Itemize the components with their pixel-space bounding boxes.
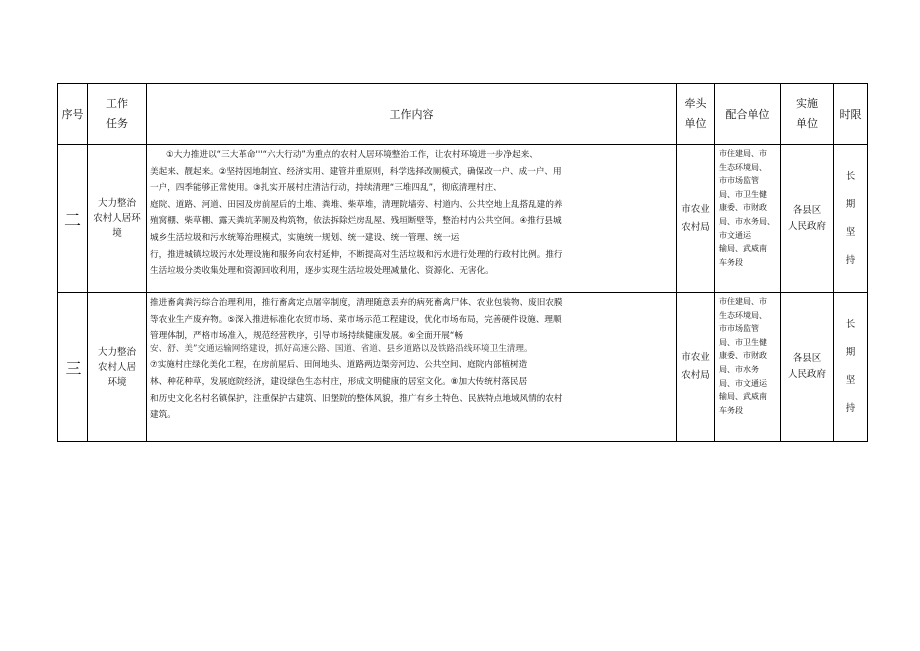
content-line: ①大力推进以“三大革命'''“六大行动”为重点的农村人居环境整治工作，让农村环境进一步净起来、 (166, 150, 538, 160)
coop-line: 康委、市财政 (719, 203, 767, 213)
row-coop-units (715, 293, 781, 442)
coop-line: 市住建局、市 (719, 149, 767, 158)
header-impl (781, 84, 834, 145)
content-line: 等农业生产废弃物。⑤深入推进标准化农贸市场、菜市场示范工程建设，优化市场布局，完善硬件设施、理顺 (150, 314, 562, 325)
coop-line: 市市场监管 (719, 176, 759, 186)
coop-line: 输局、武威南 (719, 244, 767, 254)
content-line: 一户，四季能够正常使用。③扎实开展村庄清洁行动，持续清理“三堆四乱”，彻底清理村庄、 (150, 183, 502, 194)
row-coop-units (715, 145, 781, 293)
lead-line: 农村局 (681, 221, 710, 233)
header-lead (677, 84, 715, 145)
row-seq: 三 (58, 293, 88, 442)
header-content: 工作内容 (147, 84, 677, 145)
header-task-line2: 任务 (106, 117, 128, 130)
header-coop: 配合单位 (715, 84, 781, 145)
row-task-line: 农村人居环 (93, 213, 141, 224)
coop-line: 生态环境局、 (719, 162, 767, 172)
coop-line: 市文通运 (719, 230, 751, 240)
content-line: ⑦实施村庄绿化美化工程，在房前屋后、田间地头、道路两边渠旁河边、公共空间、庭院内部植树造 (150, 360, 528, 371)
impl-line: 各县区 (792, 353, 822, 364)
header-lead-line2: 单位 (684, 117, 707, 130)
content-line: 殖窝棚、柴草棚、露天粪坑茅厕及构筑物，依法拆除烂房乱屋、残垣断壁等，整治村内公共空间。④推行县城 (150, 216, 562, 227)
impl-line: 各县区 (792, 204, 822, 216)
time-char: 期 (845, 198, 856, 210)
row-task (88, 293, 147, 442)
time-char: 坚 (845, 226, 856, 238)
content-line: 建筑。 (150, 410, 176, 421)
content-line: 行，推进城镇垃圾污水处理设施和服务向农村延伸，不断提高对生活垃圾和污水进行处理的行政村比例。推行 (150, 249, 563, 260)
header-impl-line2: 单位 (796, 117, 818, 130)
coop-line: 车务段 (719, 405, 743, 415)
coop-line: 市住建局、市 (719, 297, 767, 306)
row-lead-unit (677, 293, 715, 442)
time-char: 持 (845, 403, 856, 414)
time-char: 长 (845, 170, 856, 182)
header-task (88, 84, 147, 145)
content-line: 庭院、道路、河道、田园及房前屋后的土堆、粪堆、柴草堆，清理院墙旁、村道内、公共空地上乱搭乱建的养 (150, 199, 563, 210)
row-lead-unit (677, 145, 715, 293)
content-line: 生活垃圾分类收集处理和资源回收利用，逐步实现生活垃圾处理减量化、资源化、无害化。 (150, 266, 494, 277)
row-task-line: 境 (112, 228, 122, 239)
coop-line: 局、市水务局、 (719, 216, 775, 226)
content-line: 城乡生活垃圾和污水统筹治理模式，实施统一规划、统一建设、统一管理、统一运 (150, 232, 460, 243)
time-char: 长 (845, 319, 856, 330)
row-seq: 二 (58, 145, 88, 293)
lead-line: 市农业 (681, 203, 710, 215)
coop-line: 输局、武威南 (719, 392, 767, 402)
header-task-line1: 工作 (106, 97, 128, 110)
row-task-line: 农村人居 (97, 361, 136, 373)
coop-line: 局、市卫生健 (719, 337, 767, 347)
row-task (88, 145, 147, 293)
header-seq: 序号 (58, 84, 88, 145)
row-impl-unit (781, 293, 834, 442)
content-line: 美起来、靓起来。②坚持因地制宜、经济实用、建管并重原则，科学选择改厕模式，确保改一户、成一户、用 (150, 166, 562, 177)
content-line: 管理体制，严格市场准入，规范经营秩序，引导市场持续健康发展。⑥全面开展“畅 (150, 331, 463, 342)
work-plan-table (57, 83, 868, 442)
lead-line: 市农业 (681, 352, 710, 363)
time-char: 期 (845, 347, 856, 358)
coop-line: 市市场监管 (719, 324, 759, 334)
coop-line: 生态环境局、 (719, 310, 767, 320)
coop-line: 车务段 (719, 257, 743, 267)
coop-line: 局、市卫生健 (719, 189, 767, 199)
header-lead-line1: 牵头 (684, 97, 707, 110)
coop-line: 局、市水务 (719, 364, 759, 374)
content-line: 推进畜禽粪污综合治理利用，推行畜禽定点屠宰制度，清理随意丢弃的病死畜禽尸体、农业包装物、废旧农膜 (150, 298, 563, 308)
impl-line: 人民政府 (787, 369, 826, 380)
header-impl-line1: 实施 (796, 97, 818, 110)
row-time-limit (834, 145, 868, 293)
time-char: 坚 (845, 375, 856, 386)
content-line: 和历史文化名村名镇保护，注重保护古建筑、旧堡院的整体风貌，推广有乡土特色、民族特点地域风情的农村 (150, 393, 563, 404)
content-line: 安、舒、美”交通运输网络建设，抓好高速公路、国道、省道、县乡道路以及铁路沿线环境卫生清理。 (150, 343, 533, 354)
table-row (58, 145, 868, 293)
lead-line: 农村局 (681, 370, 710, 381)
row-content (147, 145, 677, 293)
content-line: 林、种花种草，发展庭院经济，建设绿色生态村庄，形成文明健康的居室文化。⑧加大传统村落民居 (150, 376, 528, 387)
row-time-limit (834, 293, 868, 442)
coop-line: 康委、市财政 (719, 351, 767, 361)
row-task-line: 环境 (107, 376, 127, 388)
impl-line: 人民政府 (787, 220, 826, 232)
coop-line: 局、市文通运 (719, 378, 767, 388)
row-task-line: 大力整治 (97, 198, 136, 209)
table-row (58, 293, 868, 442)
row-content (147, 293, 677, 442)
time-char: 持 (845, 254, 856, 266)
row-impl-unit (781, 145, 834, 293)
row-task-line: 大力整治 (97, 346, 136, 358)
table-header-row (58, 84, 868, 145)
header-time: 时限 (834, 84, 868, 145)
